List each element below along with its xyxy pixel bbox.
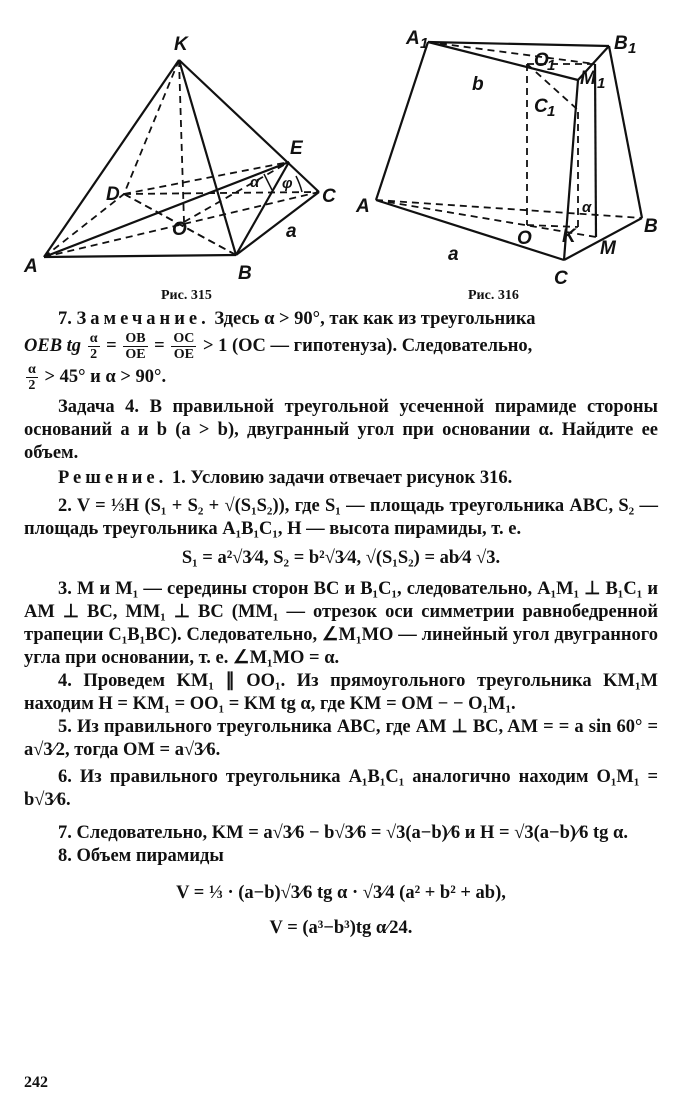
solution-step-4: 4. Проведем KM₁ ∥ OO₁. Из прямоугольного треугольника KM₁M находим H = KM₁ = OO₁ = KM tg α, где KM = OM − − O₁M₁. <box>24 671 658 714</box>
fig315-label-D: D <box>106 184 120 205</box>
task-4 <box>24 396 658 465</box>
step-1-text: 1. Условию задачи отвечает рисунок 316. <box>167 468 513 488</box>
remark-word: Замечание. <box>76 309 210 329</box>
frac-alpha-2b <box>26 362 38 393</box>
formula-areas: S₁ = a²√3⁄4, S₂ = b²√3⁄4, √(S₁S₂) = ab⁄4 √3. <box>181 548 501 568</box>
figure-316-drawing <box>352 22 670 307</box>
fig316-label-A1: A <box>406 28 420 49</box>
fig315-label-phi: φ <box>282 175 293 192</box>
fig316-sub-A1: 1 <box>420 35 429 52</box>
solution-step-3: 3. M и M₁ — середины сторон BC и B₁C₁, следовательно, A₁M₁ ⊥ B₁C₁ и AM ⊥ BC, MM₁ ⊥ BC (MM₁ — отрезок оси симметрии равнобедренной трапеции C₁B₁BC). Следовательно, ∠M₁MO — линейный угол двугранного угла при основании, т. е. ∠M₁MO = α. <box>24 579 658 668</box>
figure-315 <box>14 22 344 307</box>
fig316-label-M: M <box>600 238 616 259</box>
frac-alpha-num-b: α <box>28 362 36 377</box>
fig315-label-O: O <box>172 219 187 240</box>
fig315-label-B: B <box>238 263 252 284</box>
fig316-label-O: O <box>517 228 532 249</box>
figure-315-caption: Рис. 315 <box>161 288 212 303</box>
fig316-label-K: K <box>562 226 576 247</box>
solution-step-2: 2. V = ⅓H (S₁ + S₂ + √(S₁S₂)), где S₁ — площадь треугольника ABC, S₂ — площадь треугольника A₁B₁C₁, H — высота пирамиды, т. е. <box>24 496 658 539</box>
frac-ob-oe <box>123 331 147 362</box>
remark-text-1: Здесь α > 90°, так как из треугольника <box>209 309 536 329</box>
body-text <box>24 308 658 942</box>
page-number: 242 <box>24 1074 48 1091</box>
frac-ob-den: OE <box>125 347 146 362</box>
fig316-label-M1: M <box>580 68 596 89</box>
solution-step-5: 5. Из правильного треугольника ABC, где AM ⊥ BC, AM = = a sin 60° = a√3⁄2, тогда OM = a√3⁄6. <box>24 717 658 760</box>
fig315-label-K: K <box>174 34 188 55</box>
task-body: В правильной треугольной усеченной пирамиде стороны оснований a и b (a > b), двугранный угол при основании α. Найдите ее объем. <box>24 397 658 463</box>
frac-ob-num: OB <box>125 331 146 346</box>
fig316-sub-O1: 1 <box>547 57 556 74</box>
task-title: Задача 4. <box>58 397 140 417</box>
remark-number: 7. <box>58 309 72 329</box>
fig315-label-C: C <box>322 186 336 207</box>
solution-step-1 <box>24 467 658 490</box>
fig315-label-E: E <box>290 138 303 159</box>
figure-315-drawing <box>14 22 344 307</box>
formula-volume-1: V = ⅓ · (a−b)√3⁄6 tg α · √3⁄4 (a² + b² + ab), <box>176 883 506 903</box>
fig316-label-a: a <box>448 244 459 265</box>
frac-alpha-den: 2 <box>90 347 98 362</box>
fig316-label-A: A <box>356 196 370 217</box>
frac-oc-num: OC <box>173 331 195 346</box>
fig315-label-a: a <box>286 221 297 242</box>
fig316-label-alpha: α <box>582 199 592 216</box>
frac-alpha-num: α <box>89 331 98 346</box>
frac-alpha-2 <box>88 331 100 362</box>
solution-step-7: 7. Следовательно, KM = a√3⁄6 − b√3⁄6 = √3(a−b)⁄6 и H = √3(a−b)⁄6 tg α. <box>58 823 628 843</box>
fig316-sub-C1: 1 <box>547 103 556 120</box>
fig315-label-alpha: α <box>250 174 260 191</box>
frac-oc-den: OE <box>173 347 194 362</box>
remark-text-2b: > 1 (OC — гипотенуза). Следовательно, <box>202 335 533 356</box>
frac-alpha-den-b: 2 <box>28 378 36 393</box>
remark-line-3 <box>24 362 658 393</box>
formula-volume-2: V = (a³−b³)tg α⁄24. <box>269 918 413 938</box>
fig316-sub-M1: 1 <box>597 75 606 92</box>
fig316-label-O1: O <box>534 50 549 71</box>
remark-text-3: > 45° и α > 90°. <box>39 366 167 387</box>
figure-316 <box>352 22 670 307</box>
fig316-label-C: C <box>554 268 568 289</box>
solution-step-8: 8. Объем пирамиды <box>58 846 224 866</box>
fig316-label-B1: B <box>614 33 628 54</box>
figure-316-caption: Рис. 316 <box>468 288 519 303</box>
fig316-label-b: b <box>472 74 484 95</box>
fig316-sub-B1: 1 <box>628 40 637 57</box>
fig316-label-C1: C <box>534 96 548 117</box>
solution-word: Решение. <box>58 468 168 488</box>
frac-oc-oe <box>171 331 196 362</box>
solution-step-6: 6. Из правильного треугольника A₁B₁C₁ аналогично находим O₁M₁ = b√3⁄6. <box>24 767 658 810</box>
fig315-label-A: A <box>24 256 38 277</box>
remark-line-1 <box>24 308 658 331</box>
remark-line-2: OEB tg $\frac{\alpha}{2}$ = $\frac{OB}{OE}$ = $\frac{OC}{OE}$ > 1 (OC — гипотенуза). Следовательно, <box>24 331 533 362</box>
remark-text-2a: OEB tg <box>24 335 86 356</box>
fig316-label-B: B <box>644 216 658 237</box>
